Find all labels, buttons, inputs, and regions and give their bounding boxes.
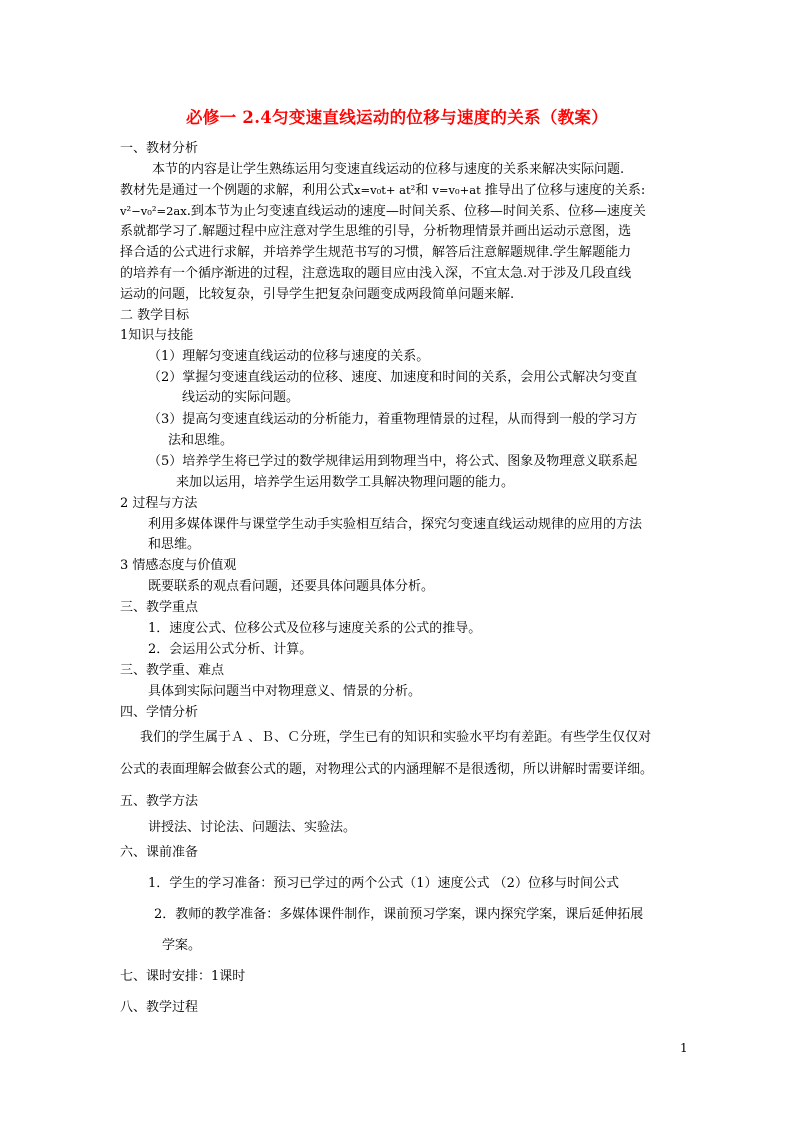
- section-3-heading: 三、教学重点: [120, 600, 199, 615]
- s6-item-2-cont: 学案。: [162, 938, 202, 953]
- s1-line-5: 的培养有一个循序渐进的过程，注意选取的题目应由浅入深，不宜太急.对于涉及几段直线: [120, 266, 632, 281]
- section-7-heading: 七、课时安排：1课时: [120, 969, 246, 984]
- s6-item-2: 2．教师的教学准备：多媒体课件制作，课前预习学案，课内探究学案，课后延伸拓展: [154, 907, 644, 922]
- formula-velocity-displacement: v²−v₀²=2ax: [120, 204, 187, 218]
- s3-item-1: 1．速度公式、位移公式及位移与速度关系的公式的推导。: [148, 621, 482, 636]
- k-item-3-cont: 法和思维。: [168, 433, 234, 448]
- k-item-1: （1）理解匀变速直线运动的位移与速度的关系。: [148, 349, 430, 364]
- s4-line-1: 我们的学生属于Ａ 、Ｂ、Ｃ分班，学生已有的知识和实验水平均有差距。有些学生仅仅对: [140, 730, 652, 745]
- s1-line-1: 教材先是通过一个例题的求解，利用公式x=v₀t+ at²和 v=v₀+at 推导出了位移与速度的关系:: [120, 183, 646, 198]
- s4-line-2: 公式的表面理解会做套公式的题，对物理公式的内涵理解不是很透彻，所以讲解时需要详细。: [120, 762, 654, 777]
- process-line-2: 和思维。: [148, 537, 201, 552]
- s6-item-1: 1．学生的学习准备：预习已学过的两个公式（1）速度公式 （2）位移与时间公式: [148, 876, 619, 891]
- section-6-heading: 六、课前准备: [120, 845, 199, 860]
- k-item-5-cont: 来加以运用，培养学生运用数学工具解决物理问题的能力。: [176, 475, 515, 490]
- section-8-heading: 八、教学过程: [120, 1000, 199, 1015]
- section-1-heading: 一、教材分析: [120, 141, 199, 156]
- k-item-2-cont: 线运动的实际问题。: [182, 390, 300, 405]
- knowledge-heading: 1知识与技能: [120, 328, 194, 343]
- section-3b-heading: 三、教学重、难点: [120, 663, 225, 678]
- s3b-line: 具体到实际问题当中对物理意义、情景的分析。: [148, 684, 422, 699]
- section-4-heading: 四、学情分析: [120, 705, 199, 720]
- formula-velocity: v=v₀+at: [432, 183, 481, 197]
- s5-line: 讲授法、讨论法、问题法、实验法。: [148, 820, 357, 835]
- page-title: 必修一 2.4匀变速直线运动的位移与速度的关系（教案）: [185, 108, 609, 127]
- emotion-heading: 3 情感态度与价值观: [120, 558, 237, 573]
- k-item-3: （3）提高匀变速直线运动的分析能力，着重物理情景的过程，从而得到一般的学习方: [148, 412, 638, 427]
- k-item-2: （2）掌握匀变速直线运动的位移、速度、加速度和时间的关系，会用公式解决匀变直: [148, 370, 638, 385]
- formula-displacement: x=v₀t+ at²: [354, 183, 416, 197]
- emotion-line: 既要联系的观点看问题，还要具体问题具体分析。: [148, 579, 435, 594]
- process-heading: 2 过程与方法: [120, 496, 198, 511]
- k-item-5: （5）培养学生将已学过的数学规律运用到物理当中，将公式、图象及物理意义联系起: [148, 454, 638, 469]
- s1-line-4: 择合适的公式进行求解，并培养学生规范书写的习惯，解答后注意解题规律.学生解题能力: [120, 245, 632, 260]
- s3-item-2: 2．会运用公式分析、计算。: [148, 642, 313, 657]
- page-number: 1: [680, 1041, 688, 1055]
- section-5-heading: 五、教学方法: [120, 794, 199, 809]
- s1-line-6: 运动的问题，比较复杂，引导学生把复杂问题变成两段简单问题来解.: [120, 287, 515, 302]
- section-2-heading: 二 教学目标: [120, 308, 190, 323]
- s1-line-0: 本节的内容是让学生熟练运用匀变速直线运动的位移与速度的关系来解决实际问题.: [152, 162, 625, 177]
- s1-line-2: v²−v₀²=2ax.到本节为止匀变速直线运动的速度—时间关系、位移—时间关系、位移—速度关: [120, 204, 646, 219]
- process-line-1: 利用多媒体课件与课堂学生动手实验相互结合，探究匀变速直线运动规律的应用的方法: [148, 517, 643, 532]
- s1-line-3: 系就都学习了.解题过程中应注意对学生思维的引导，分析物理情景并画出运动示意图，选: [120, 224, 632, 239]
